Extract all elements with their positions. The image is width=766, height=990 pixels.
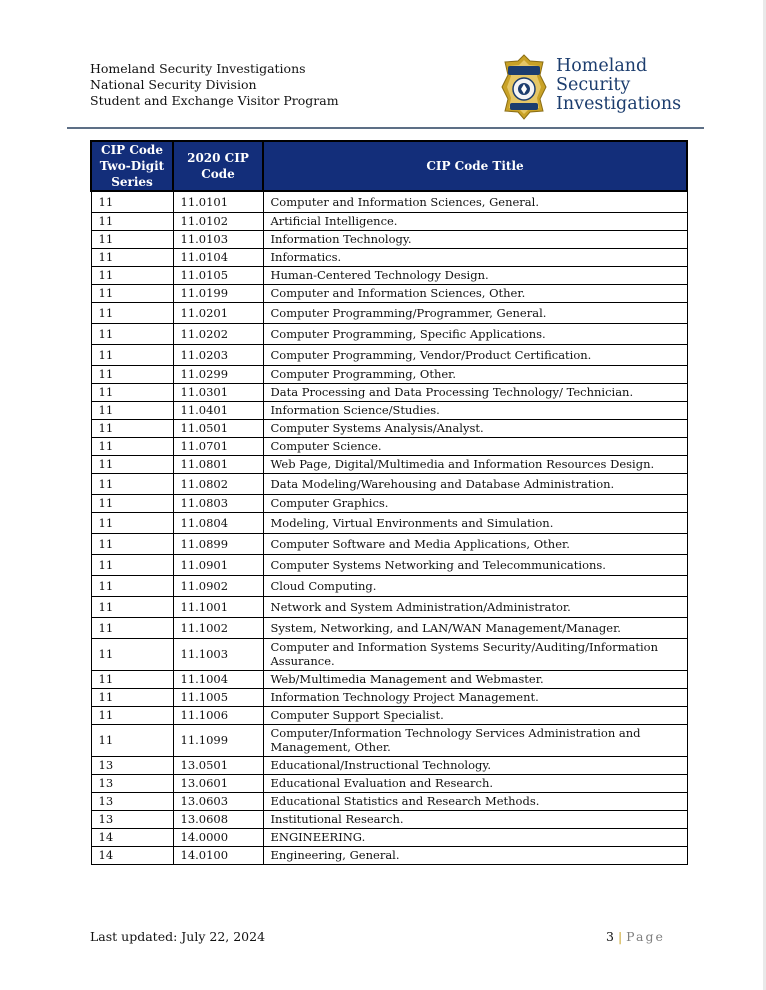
header-divider xyxy=(67,127,704,129)
cell-cip-code: 11.0101 xyxy=(173,191,263,212)
cell-cip-code: 11.1003 xyxy=(173,638,263,670)
cell-series: 11 xyxy=(91,266,173,284)
cell-series: 11 xyxy=(91,284,173,302)
footer-page-indicator xyxy=(606,929,665,944)
header-line-division: National Security Division xyxy=(90,77,257,92)
cell-series: 11 xyxy=(91,401,173,419)
cell-title: Computer and Information Sciences, Other. xyxy=(263,284,687,302)
footer-last-updated: Last updated: July 22, 2024 xyxy=(90,929,266,944)
cell-title: Computer Systems Networking and Telecommunications. xyxy=(263,554,687,575)
cell-cip-code: 11.0102 xyxy=(173,212,263,230)
cell-title: Information Technology Project Management. xyxy=(263,688,687,706)
cell-series: 11 xyxy=(91,512,173,533)
table-row xyxy=(91,455,687,473)
cell-cip-code: 11.1099 xyxy=(173,724,263,756)
table-row xyxy=(91,828,687,846)
table-row xyxy=(91,344,687,365)
logo-line-security: Security xyxy=(556,75,631,95)
table-row xyxy=(91,266,687,284)
cell-series: 11 xyxy=(91,494,173,512)
cell-cip-code: 11.0203 xyxy=(173,344,263,365)
cell-title: Computer Support Specialist. xyxy=(263,706,687,724)
cell-series: 11 xyxy=(91,344,173,365)
header-line-program: Student and Exchange Visitor Program xyxy=(90,93,339,108)
cell-series: 11 xyxy=(91,455,173,473)
cell-cip-code: 11.0901 xyxy=(173,554,263,575)
table-row xyxy=(91,248,687,266)
table-row xyxy=(91,756,687,774)
cell-series: 11 xyxy=(91,230,173,248)
table-row xyxy=(91,302,687,323)
cell-series: 11 xyxy=(91,473,173,494)
cell-cip-code: 11.0104 xyxy=(173,248,263,266)
cell-title: System, Networking, and LAN/WAN Management/Manager. xyxy=(263,617,687,638)
table-row xyxy=(91,792,687,810)
cell-title: Network and System Administration/Administrator. xyxy=(263,596,687,617)
cell-title: Computer and Information Sciences, General. xyxy=(263,191,687,212)
cell-series: 11 xyxy=(91,670,173,688)
cell-title: Computer Graphics. xyxy=(263,494,687,512)
cell-cip-code: 11.0105 xyxy=(173,266,263,284)
table-row xyxy=(91,638,687,670)
cell-cip-code: 13.0601 xyxy=(173,774,263,792)
table-row xyxy=(91,383,687,401)
cell-title: Computer Programming, Specific Applications. xyxy=(263,323,687,344)
cell-series: 11 xyxy=(91,706,173,724)
cell-cip-code: 14.0100 xyxy=(173,846,263,864)
cell-cip-code: 11.0902 xyxy=(173,575,263,596)
table-row xyxy=(91,670,687,688)
cell-series: 11 xyxy=(91,365,173,383)
cell-cip-code: 11.0899 xyxy=(173,533,263,554)
cell-title: Information Science/Studies. xyxy=(263,401,687,419)
cell-title: Educational Evaluation and Research. xyxy=(263,774,687,792)
cell-series: 11 xyxy=(91,724,173,756)
cell-title: Computer Systems Analysis/Analyst. xyxy=(263,419,687,437)
cell-series: 11 xyxy=(91,638,173,670)
cell-series: 11 xyxy=(91,248,173,266)
cell-cip-code: 11.1005 xyxy=(173,688,263,706)
table-row xyxy=(91,494,687,512)
table-row xyxy=(91,810,687,828)
cell-title: Cloud Computing. xyxy=(263,575,687,596)
document-header xyxy=(90,61,339,109)
logo-line-investigations: Investigations xyxy=(556,94,682,114)
table-row xyxy=(91,575,687,596)
cell-title: Web/Multimedia Management and Webmaster. xyxy=(263,670,687,688)
cell-cip-code: 11.0501 xyxy=(173,419,263,437)
cell-series: 11 xyxy=(91,419,173,437)
page-separator: | xyxy=(617,929,623,944)
logo-wordmark xyxy=(556,57,681,114)
cell-series: 11 xyxy=(91,383,173,401)
page-number: 3 xyxy=(606,929,614,944)
cip-code-table xyxy=(90,140,688,865)
table-row xyxy=(91,212,687,230)
hsi-badge-icon xyxy=(499,53,549,121)
cell-series: 11 xyxy=(91,191,173,212)
table-row xyxy=(91,846,687,864)
cell-series: 13 xyxy=(91,792,173,810)
table-header-row xyxy=(91,141,687,191)
cell-title: ENGINEERING. xyxy=(263,828,687,846)
table-row xyxy=(91,596,687,617)
cell-title: Engineering, General. xyxy=(263,846,687,864)
cell-title: Educational/Instructional Technology. xyxy=(263,756,687,774)
table-row xyxy=(91,230,687,248)
table-row xyxy=(91,554,687,575)
cell-series: 11 xyxy=(91,554,173,575)
cell-title: Computer and Information Systems Security/Auditing/Information Assurance. xyxy=(263,638,687,670)
table-row xyxy=(91,284,687,302)
header-2020-cip-code: 2020 CIP Code xyxy=(173,141,263,191)
table-row xyxy=(91,401,687,419)
cell-cip-code: 11.1006 xyxy=(173,706,263,724)
cell-cip-code: 11.0201 xyxy=(173,302,263,323)
cell-series: 13 xyxy=(91,774,173,792)
cell-series: 14 xyxy=(91,846,173,864)
page-label: Page xyxy=(626,929,665,944)
table-row xyxy=(91,473,687,494)
cell-cip-code: 13.0501 xyxy=(173,756,263,774)
cell-cip-code: 11.0199 xyxy=(173,284,263,302)
cell-cip-code: 11.0202 xyxy=(173,323,263,344)
cell-cip-code: 11.0701 xyxy=(173,437,263,455)
cell-series: 11 xyxy=(91,688,173,706)
cell-cip-code: 11.0803 xyxy=(173,494,263,512)
cell-title: Data Processing and Data Processing Technology/ Technician. xyxy=(263,383,687,401)
cell-title: Computer Programming, Vendor/Product Certification. xyxy=(263,344,687,365)
table-row xyxy=(91,688,687,706)
cell-cip-code: 14.0000 xyxy=(173,828,263,846)
cell-series: 11 xyxy=(91,533,173,554)
cell-series: 11 xyxy=(91,617,173,638)
header-cip-code-title: CIP Code Title xyxy=(263,141,687,191)
cell-series: 13 xyxy=(91,756,173,774)
cell-cip-code: 11.0401 xyxy=(173,401,263,419)
cell-title: Information Technology. xyxy=(263,230,687,248)
cell-series: 11 xyxy=(91,575,173,596)
cell-title: Artificial Intelligence. xyxy=(263,212,687,230)
cell-title: Computer Programming/Programmer, General. xyxy=(263,302,687,323)
cell-series: 11 xyxy=(91,323,173,344)
cell-cip-code: 11.0299 xyxy=(173,365,263,383)
cell-title: Educational Statistics and Research Methods. xyxy=(263,792,687,810)
cell-cip-code: 11.0804 xyxy=(173,512,263,533)
cell-series: 11 xyxy=(91,596,173,617)
cell-series: 11 xyxy=(91,437,173,455)
cell-cip-code: 11.0802 xyxy=(173,473,263,494)
cell-cip-code: 11.0103 xyxy=(173,230,263,248)
table-row xyxy=(91,533,687,554)
cell-title: Computer Programming, Other. xyxy=(263,365,687,383)
cell-title: Human-Centered Technology Design. xyxy=(263,266,687,284)
cell-title: Informatics. xyxy=(263,248,687,266)
cell-title: Modeling, Virtual Environments and Simulation. xyxy=(263,512,687,533)
cell-cip-code: 13.0603 xyxy=(173,792,263,810)
cell-cip-code: 11.1001 xyxy=(173,596,263,617)
table-row xyxy=(91,437,687,455)
header-line-agency: Homeland Security Investigations xyxy=(90,61,306,76)
cell-cip-code: 11.0301 xyxy=(173,383,263,401)
table-row xyxy=(91,512,687,533)
table-row xyxy=(91,774,687,792)
cell-cip-code: 11.1004 xyxy=(173,670,263,688)
table-row xyxy=(91,191,687,212)
cell-title: Data Modeling/Warehousing and Database Administration. xyxy=(263,473,687,494)
cell-series: 13 xyxy=(91,810,173,828)
cell-title: Institutional Research. xyxy=(263,810,687,828)
cell-cip-code: 11.0801 xyxy=(173,455,263,473)
cell-cip-code: 13.0608 xyxy=(173,810,263,828)
header-two-digit-series: CIP Code Two-Digit Series xyxy=(91,141,173,191)
cell-title: Computer/Information Technology Services Administration and Management, Other. xyxy=(263,724,687,756)
table-row xyxy=(91,617,687,638)
logo-line-homeland: Homeland xyxy=(556,56,648,76)
table-row xyxy=(91,419,687,437)
hsi-logo xyxy=(499,53,682,121)
cell-cip-code: 11.1002 xyxy=(173,617,263,638)
table-row xyxy=(91,724,687,756)
cell-series: 14 xyxy=(91,828,173,846)
cell-title: Web Page, Digital/Multimedia and Information Resources Design. xyxy=(263,455,687,473)
table-row xyxy=(91,365,687,383)
cell-title: Computer Science. xyxy=(263,437,687,455)
cell-title: Computer Software and Media Applications, Other. xyxy=(263,533,687,554)
table-row xyxy=(91,706,687,724)
table-row xyxy=(91,323,687,344)
cell-series: 11 xyxy=(91,302,173,323)
cell-series: 11 xyxy=(91,212,173,230)
